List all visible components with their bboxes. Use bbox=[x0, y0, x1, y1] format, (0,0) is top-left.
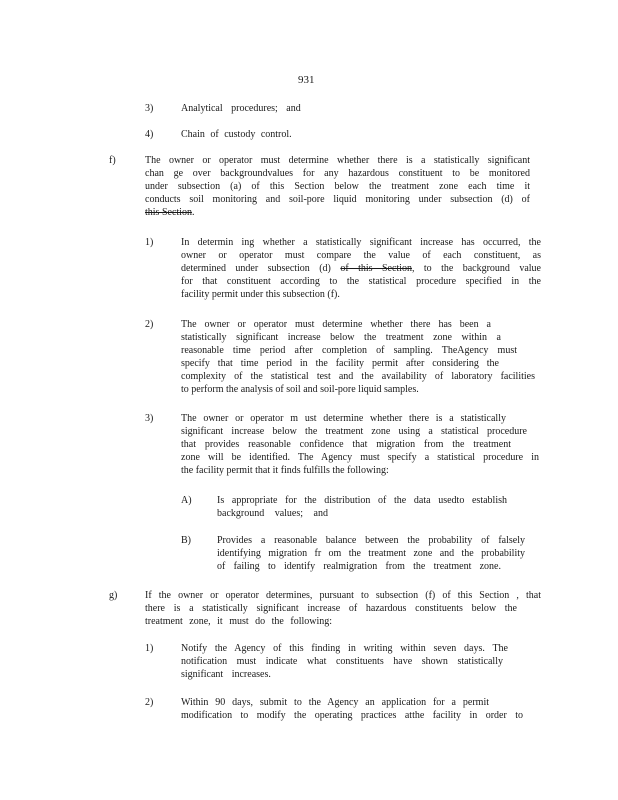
section-f-line: under subsection (a) of this Section below the treatment zone each time it bbox=[145, 181, 530, 192]
f-item-2-line: reasonable time period after completion of sampling. TheAgency must bbox=[181, 345, 517, 356]
section-g-line: If the owner or operator determines, pursuant to subsection (f) of this Section , that bbox=[145, 590, 541, 601]
section-g-label: g) bbox=[109, 590, 118, 601]
section-f-label: f) bbox=[109, 155, 116, 166]
g-item-2-label: 2) bbox=[145, 697, 154, 708]
item-4-text: Chain of custody control. bbox=[181, 129, 292, 140]
text-run: , to the background value bbox=[411, 263, 541, 274]
section-g-line: there is a statistically significant increase of hazardous constituents below the bbox=[145, 603, 517, 614]
subitem-a-line: Is appropriate for the distribution of the data usedto establish bbox=[217, 495, 507, 506]
f-item-3-line: significant increase below the treatment zone using a statistical procedure bbox=[181, 426, 527, 437]
section-g-line: treatment zone, it must do the following: bbox=[145, 616, 333, 627]
subitem-a-paragraph bbox=[217, 494, 507, 520]
f-item-1-line: for that constituent according to the statistical procedure specified in the bbox=[181, 276, 541, 287]
g-item-2-paragraph bbox=[181, 696, 523, 722]
section-f-line: The owner or operator must determine whether there is a statistically significant bbox=[145, 155, 530, 166]
g-item-1-line: Notify the Agency of this finding in writing within seven days. The bbox=[181, 643, 508, 654]
section-f-line: chan ge over backgroundvalues for any hazardous constituent to be monitored bbox=[145, 168, 530, 179]
g-item-1-label: 1) bbox=[145, 643, 154, 654]
f-item-1-line: owner or operator must compare the value of each constituent, as bbox=[181, 250, 541, 261]
f-item-3-line: zone will be identified. The Agency must specify a statistical procedure in bbox=[181, 452, 539, 463]
subitem-b-paragraph bbox=[217, 534, 525, 573]
g-item-2-line: Within 90 days, submit to the Agency an application for a permit bbox=[181, 697, 489, 708]
f-item-2-line: specify that time period in the facility permit after considering the bbox=[181, 358, 499, 369]
struck-text: of this Section bbox=[340, 263, 412, 274]
f-item-2-paragraph bbox=[181, 318, 535, 396]
section-g-paragraph bbox=[145, 589, 541, 628]
f-item-1-line: In determin ing whether a statistically significant increase has occurred, the bbox=[181, 237, 541, 248]
g-item-1-line: notification must indicate what constituents have shown statistically bbox=[181, 656, 503, 667]
f-item-2-line: The owner or operator must determine whether there has been a bbox=[181, 319, 491, 330]
struck-text: this Section bbox=[145, 207, 192, 218]
g-item-1-paragraph bbox=[181, 642, 508, 681]
section-f-line bbox=[145, 206, 530, 219]
subitem-b-line: identifying migration fr om the treatment zone and the probability bbox=[217, 548, 525, 559]
f-item-2-line: statistically significant increase below the treatment zone within a bbox=[181, 332, 501, 343]
item-3-text: Analytical procedures; and bbox=[181, 103, 301, 114]
subitem-b-line: of failing to identify realmigration from the treatment zone. bbox=[217, 561, 501, 572]
g-item-1-line: significant increases. bbox=[181, 669, 271, 680]
f-item-1-paragraph bbox=[181, 236, 541, 301]
subitem-b-label: B) bbox=[181, 535, 191, 546]
g-item-2-line: modification to modify the operating practices atthe facility in order to bbox=[181, 710, 523, 721]
f-item-3-line: The owner or operator m ust determine whether there is a statistically bbox=[181, 413, 506, 424]
item-3-label: 3) bbox=[145, 103, 154, 114]
page-number: 931 bbox=[298, 74, 315, 86]
section-f-period: . bbox=[191, 207, 195, 218]
section-f-line: conducts soil monitoring and soil-pore liquid monitoring under subsection (d) of bbox=[145, 194, 530, 205]
f-item-3-label: 3) bbox=[145, 413, 154, 424]
subitem-b-line: Provides a reasonable balance between the probability of falsely bbox=[217, 535, 525, 546]
subitem-a-line: background values; and bbox=[217, 508, 328, 519]
f-item-3-paragraph bbox=[181, 412, 539, 477]
subitem-a-label: A) bbox=[181, 495, 192, 506]
f-item-1-line: facility permit under this subsection (f). bbox=[181, 289, 340, 300]
f-item-1-line bbox=[181, 262, 541, 275]
f-item-3-line: that provides reasonable confidence that migration from the treatment bbox=[181, 439, 511, 450]
f-item-1-label: 1) bbox=[145, 237, 154, 248]
item-4-label: 4) bbox=[145, 129, 154, 140]
section-f-paragraph bbox=[145, 154, 530, 219]
f-item-2-line: complexity of the statistical test and the availability of laboratory facilities bbox=[181, 371, 535, 382]
text-run: determined under subsection (d) bbox=[181, 263, 331, 274]
f-item-3-line: the facility permit that it finds fulfills the following: bbox=[181, 465, 389, 476]
f-item-2-label: 2) bbox=[145, 319, 154, 330]
f-item-2-line: to perform the analysis of soil and soil-pore liquid samples. bbox=[181, 384, 419, 395]
